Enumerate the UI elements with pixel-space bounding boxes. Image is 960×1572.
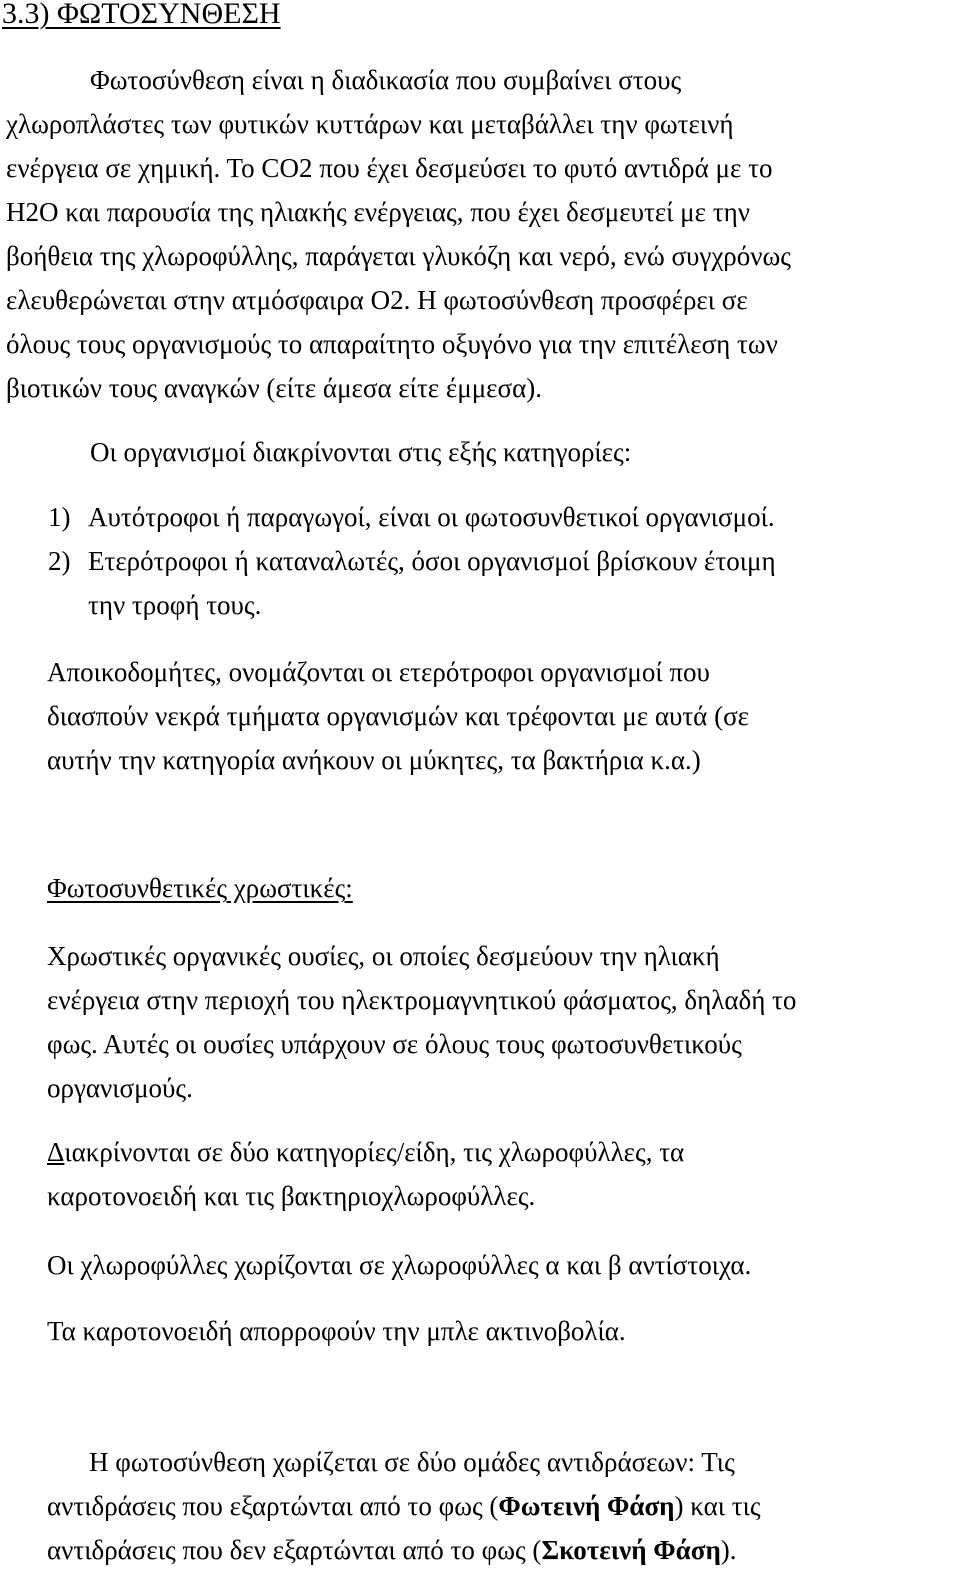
categories-list [48,495,948,627]
list-item-text: την τροφή τους. [88,590,262,620]
chlorophylls-paragraph: Οι χλωροφύλλες χωρίζονται σε χλωροφύλλες α και β αντίστοιχα. [47,1250,752,1280]
pigments-line: οργανισμούς. [47,1073,193,1103]
phases-text: ). [720,1535,737,1565]
intro-line: ελευθερώνεται στην ατμόσφαιρα O2. Η φωτοσύνθεση προσφέρει σε [6,285,748,315]
dark-phase-term: Σκοτεινή Φάση [541,1535,721,1565]
pigments-definition [47,934,947,1110]
intro-line: H2O και παρουσία της ηλιακής ενέργειας, που έχει δεσμευτεί με την [6,197,750,227]
section-title: 3.3) ΦΩΤΟΣΥΝΘΕΣΗ [2,0,281,30]
pigments-types-text: ιακρίνονται σε δύο κατηγορίες/είδη, τις χλωροφύλλες, τα [64,1137,685,1167]
phases-text: αντιδράσεις που δεν εξαρτώνται από το φως ( [47,1535,542,1565]
light-phase-term: Φωτεινή Φάση [498,1491,675,1521]
intro-paragraph [6,58,946,410]
decomposers-line: διασπούν νεκρά τμήματα οργανισμών και τρέφονται με αυτά (σε [47,701,749,731]
intro-line: βοήθεια της χλωροφύλλης, παράγεται γλυκόζη και νερό, ενώ συγχρόνως [6,241,791,271]
phases-text: ) και τις [674,1491,761,1521]
carotenoids-paragraph: Τα καροτονοειδή απορροφούν την μπλε ακτινοβολία. [47,1316,626,1346]
list-item [48,495,948,539]
intro-line: Φωτοσύνθεση είναι η διαδικασία που συμβαίνει στους [90,65,682,95]
phases-line: Η φωτοσύνθεση χωρίζεται σε δύο ομάδες αντιδράσεων: Τις [89,1447,735,1477]
pigments-types-line: καροτονοειδή και τις βακτηριοχλωροφύλλες. [47,1181,536,1211]
pigments-line: Χρωστικές οργανικές ουσίες, οι οποίες δεσμεύουν την ηλιακή [47,941,720,971]
pigments-types [47,1130,947,1218]
phases-paragraph [47,1440,947,1572]
list-item-number: 1) [48,502,71,532]
pigments-line: ενέργεια στην περιοχή του ηλεκτρομαγνητικού φάσματος, δηλαδή το [47,985,797,1015]
decomposers-paragraph [47,650,947,782]
decomposers-line: Αποικοδομήτες, ονομάζονται οι ετερότροφοι οργανισμοί που [47,657,710,687]
intro-line: ενέργεια σε χημική. Το CO2 που έχει δεσμεύσει το φυτό αντιδρά με το [6,153,773,183]
pigments-line: φως. Αυτές οι ουσίες υπάρχουν σε όλους τους φωτοσυνθετικούς [47,1029,742,1059]
intro-line: όλους τους οργανισμούς το απαραίτητο οξυγόνο για την επιτέλεση των [6,329,778,359]
phases-line [47,1484,947,1528]
pigments-types-line [47,1130,947,1174]
intro-line: χλωροπλάστες των φυτικών κυττάρων και μεταβάλλει την φωτεινή [6,109,734,139]
list-item [48,539,948,627]
categories-intro: Οι οργανισμοί διακρίνονται στις εξής κατηγορίες: [90,437,632,467]
list-item-number: 2) [48,546,71,576]
phases-text: αντιδράσεις που εξαρτώνται από το φως ( [47,1491,499,1521]
list-item-text: Ετερότροφοι ή καταναλωτές, όσοι οργανισμοί βρίσκουν έτοιμη [88,546,776,576]
intro-line: βιοτικών τους αναγκών (είτε άμεσα είτε έμμεσα). [6,373,542,403]
decomposers-line: αυτήν την κατηγορία ανήκουν οι μύκητες, τα βακτήρια κ.α.) [47,745,701,775]
pigments-heading: Φωτοσυνθετικές χρωστικές: [47,873,353,903]
list-item-text: Αυτότροφοι ή παραγωγοί, είναι οι φωτοσυνθετικοί οργανισμοί. [88,502,775,532]
drop-letter: Δ [47,1137,65,1167]
phases-line [47,1528,947,1572]
